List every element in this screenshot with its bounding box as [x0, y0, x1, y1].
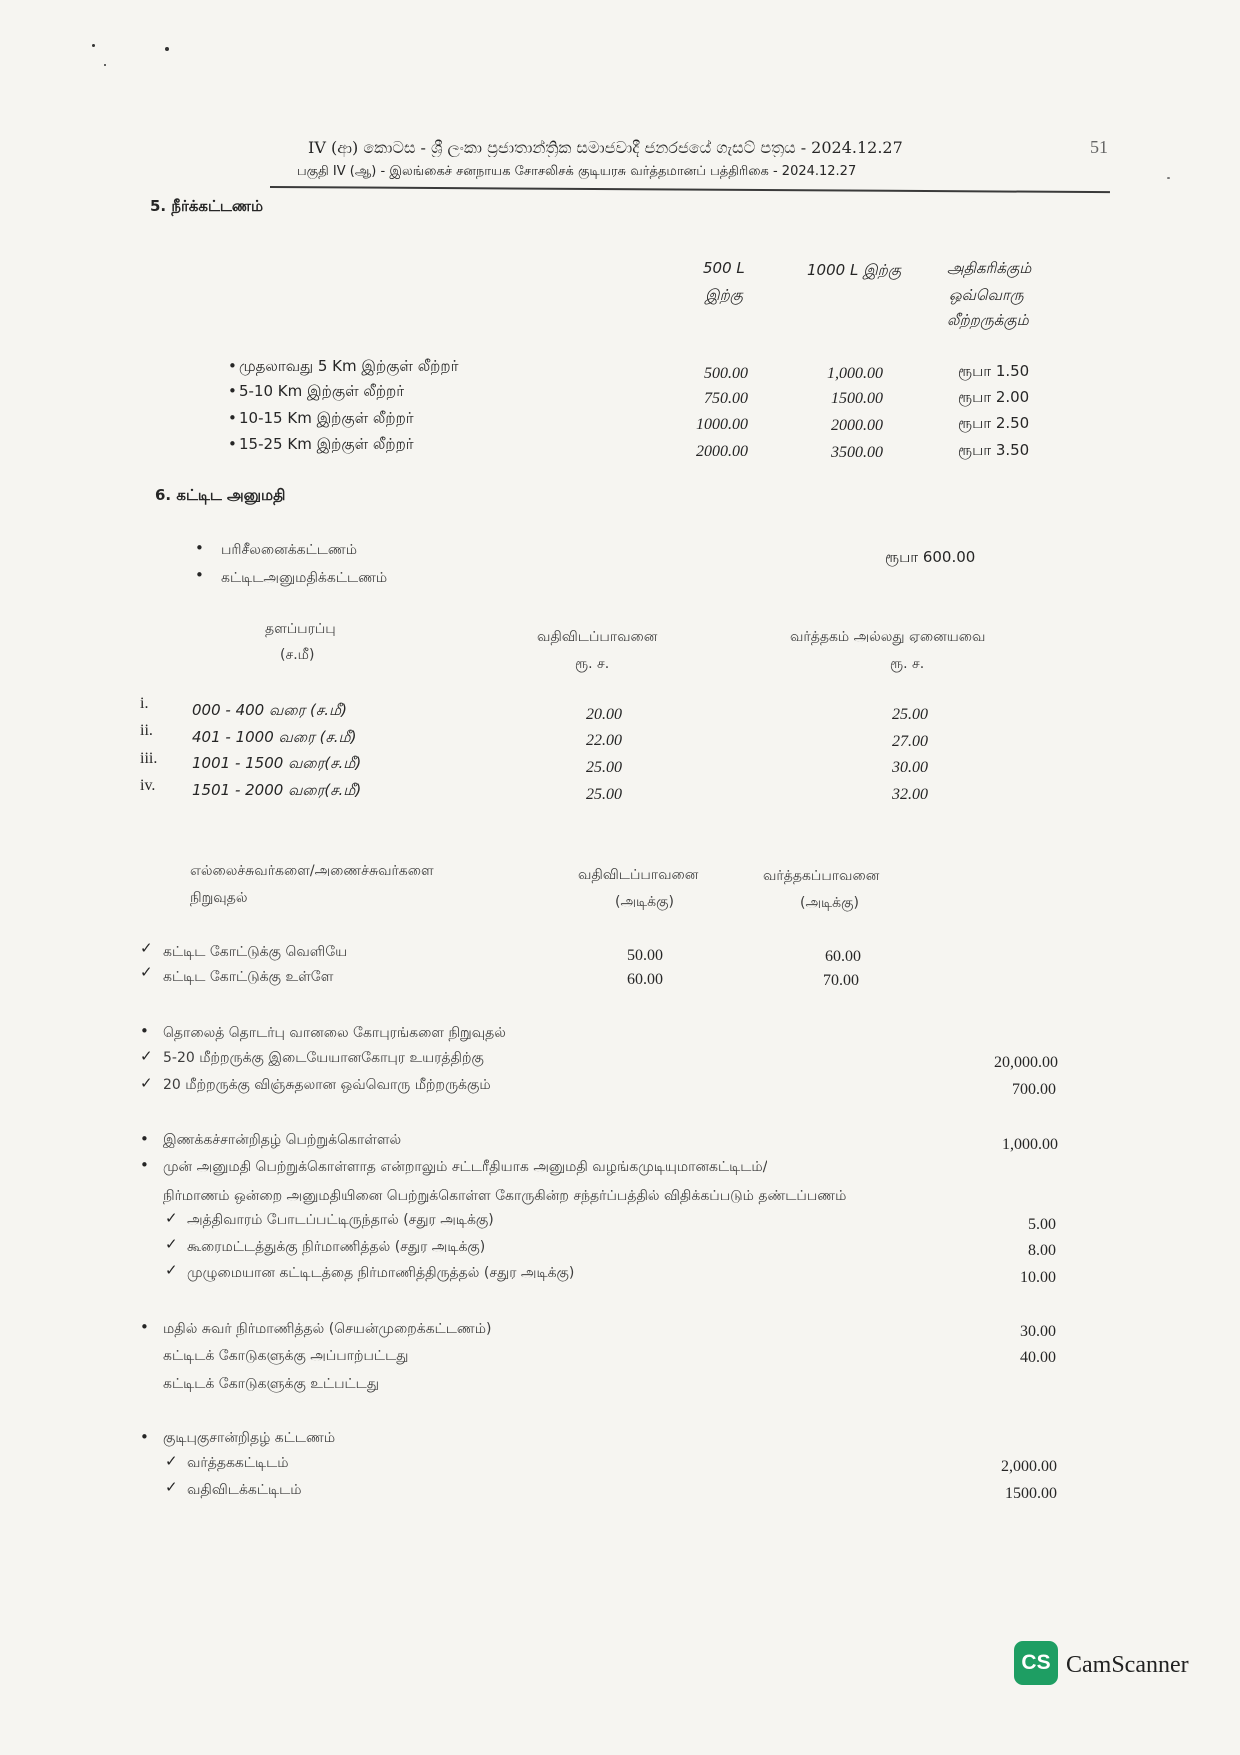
bullet-icon	[228, 382, 237, 400]
boundary-wall-row-commercial: 70.00	[823, 972, 859, 989]
area-row-commercial: 30.00	[892, 759, 928, 776]
bullet-icon	[228, 409, 237, 427]
col-header-extra-litre: ஒவ்வொரு	[949, 286, 1024, 304]
area-row-range: 000 - 400 வரை (ச.மீ)	[192, 701, 347, 719]
telecom-towers-label: தொலைத் தொடர்பு வானலை கோபுரங்களை நிறுவுதல்	[163, 1025, 506, 1041]
area-row-number: i.	[140, 695, 149, 712]
boundary-wall-row-label: கட்டிட கோட்டுக்கு வெளியே	[163, 944, 348, 960]
check-icon	[165, 1478, 178, 1496]
telecom-item-label: 5-20 மீற்றருக்கு இடையேயானகோபுர உயரத்திற்கு	[163, 1050, 484, 1066]
area-row-residential: 20.00	[586, 706, 622, 723]
wall-construction-label: மதில் சுவர் நிர்மாணித்தல் (செயன்முறைக்கட்டணம்)	[163, 1321, 492, 1337]
occupancy-item-label: வதிவிடக்கட்டிடம்	[187, 1482, 302, 1498]
col-header-1000l: 1000 L இற்கு	[807, 261, 902, 279]
check-icon	[140, 1047, 153, 1065]
bullet-icon	[140, 1130, 149, 1148]
penalty-item-label: அத்திவாரம் போடப்பட்டிருந்தால் (சதுர அடிக்கு)	[187, 1212, 494, 1228]
camscanner-brand: CamScanner	[1066, 1652, 1189, 1678]
review-fee-amount: ரூபா 600.00	[885, 548, 976, 566]
scan-speck	[104, 64, 106, 66]
water-row-1000l: 2000.00	[831, 417, 883, 434]
boundary-wall-row-commercial: 60.00	[825, 948, 861, 965]
check-icon	[140, 939, 153, 957]
telecom-item-amount: 700.00	[1012, 1081, 1056, 1098]
water-row-extra: ரூபா 2.00	[958, 388, 1030, 406]
check-icon	[165, 1261, 178, 1279]
wall-construction-item-label: கட்டிடக் கோடுகளுக்கு உட்பட்டது	[163, 1376, 379, 1392]
area-row-commercial: 25.00	[892, 706, 928, 723]
occupancy-certificate-label: குடிபுகுசான்றிதழ் கட்டணம்	[163, 1430, 336, 1446]
col-header-500l: 500 L	[703, 259, 745, 277]
water-row-label: 5-10 Km இற்குள் லீற்றர்	[239, 382, 405, 400]
water-row-label: 15-25 Km இற்குள் லீற்றர்	[239, 435, 414, 453]
header-divider	[270, 186, 1110, 193]
check-icon	[165, 1235, 178, 1253]
conformity-certificate-amount: 1,000.00	[1002, 1136, 1058, 1153]
wall-construction-item-label: கட்டிடக் கோடுகளுக்கு அப்பாற்பட்டது	[163, 1348, 409, 1364]
conformity-certificate-label: இணக்கச்சான்றிதழ் பெற்றுக்கொள்ளல்	[163, 1132, 402, 1148]
water-row-1000l: 1,000.00	[827, 365, 883, 382]
penalty-item-amount: 5.00	[1028, 1216, 1056, 1233]
penalty-item-label: முழுமையான கட்டிடத்தை நிர்மாணித்திருத்தல் (சதுர அடிக்கு)	[187, 1265, 575, 1281]
area-row-number: ii.	[140, 722, 153, 739]
penalty-item-label: கூரைமட்டத்துக்கு நிர்மாணித்தல் (சதுர அடிக்கு)	[187, 1239, 486, 1255]
check-icon	[165, 1452, 178, 1470]
water-row-500l: 2000.00	[696, 443, 748, 460]
water-row-1000l: 1500.00	[831, 390, 883, 407]
area-row-range: 1001 - 1500 வரை(ச.மீ)	[192, 754, 362, 772]
penalty-description: நிர்மாணம் ஒன்றை அனுமதியினை பெற்றுக்கொள்ள கோருகின்ற சந்தர்ப்பத்தில் விதிக்கப்படும் தண்டப்பணம்	[163, 1188, 847, 1204]
col-header-commercial: வர்த்தகம் அல்லது ஏனையவை	[790, 629, 986, 645]
bullet-icon	[228, 357, 237, 375]
telecom-item-amount: 20,000.00	[994, 1054, 1058, 1071]
boundary-wall-row-residential: 60.00	[627, 971, 663, 988]
camscanner-logo-icon: CS	[1014, 1641, 1058, 1685]
scan-speck	[1167, 177, 1170, 179]
water-row-extra: ரூபா 3.50	[958, 441, 1030, 459]
boundary-wall-row-label: கட்டிட கோட்டுக்கு உள்ளே	[163, 969, 334, 985]
water-row-1000l: 3500.00	[831, 444, 883, 461]
bullet-icon	[140, 1022, 149, 1040]
wall-construction-amount: 30.00	[1020, 1323, 1056, 1340]
col-header-residential-use: வதிவிடப்பாவனை	[578, 867, 699, 883]
penalty-description: முன் அனுமதி பெற்றுக்கொள்ளாத என்றாலும் சட்டரீதியாக அனுமதி வழங்கமுடியுமானகட்டிடம்/	[163, 1159, 768, 1175]
page-number: 51	[1090, 137, 1108, 157]
area-row-range: 401 - 1000 வரை (ச.மீ)	[192, 728, 357, 746]
area-row-residential: 25.00	[586, 786, 622, 803]
area-row-commercial: 27.00	[892, 733, 928, 750]
col-header-extra-litre: அதிகரிக்கும்	[947, 259, 1032, 277]
water-row-500l: 750.00	[704, 390, 748, 407]
wall-construction-item-amount: 40.00	[1020, 1349, 1056, 1366]
water-row-extra: ரூபா 2.50	[958, 414, 1030, 432]
col-header-residential-unit: ரூ. ச.	[575, 656, 610, 672]
review-fee-label: பரிசீலனைக்கட்டணம்	[221, 542, 357, 558]
water-row-extra: ரூபா 1.50	[958, 362, 1030, 380]
check-icon	[140, 963, 153, 981]
col-header-residential: வதிவிடப்பாவனை	[537, 629, 658, 645]
area-row-number: iv.	[140, 777, 156, 794]
water-row-500l: 1000.00	[696, 416, 748, 433]
occupancy-item-amount: 1500.00	[1005, 1485, 1057, 1502]
area-row-residential: 25.00	[586, 759, 622, 776]
gazette-header-tamil: பகுதி IV (ஆ) - இலங்கைச் சனநாயக சோசலிசக் குடியரசு வர்த்தமானப் பத்திரிகை - 2024.12.27	[297, 164, 857, 179]
bullet-icon	[140, 1428, 149, 1446]
area-row-number: iii.	[140, 750, 158, 767]
occupancy-item-amount: 2,000.00	[1001, 1458, 1057, 1475]
section-heading-water-fees: 5. நீர்க்கட்டணம்	[150, 197, 264, 215]
water-row-label: 10-15 Km இற்குள் லீற்றர்	[239, 409, 414, 427]
col-header-floor-area: தளப்பரப்பு	[265, 621, 336, 637]
gazette-header-sinhala: IV (ආ) කොටස - ශ්‍රී ලංකා ප්‍රජාතාන්ත්‍රික සමාජවාදී ජනරජයේ ගැසට් පත්‍රය - 2024.12.27	[308, 139, 903, 157]
water-row-500l: 500.00	[704, 365, 748, 382]
boundary-wall-row-residential: 50.00	[627, 947, 663, 964]
permit-fee-label: கட்டிடஅனுமதிக்கட்டணம்	[221, 570, 388, 586]
scan-speck	[165, 47, 169, 51]
section-heading-building-permit: 6. கட்டிட அனுமதி	[155, 486, 286, 504]
area-row-residential: 22.00	[586, 732, 622, 749]
boundary-walls-title: நிறுவுதல்	[190, 890, 248, 906]
col-header-500l: இற்கு	[705, 286, 744, 304]
scan-speck	[92, 44, 95, 47]
telecom-item-label: 20 மீற்றருக்கு விஞ்சுதலான ஒவ்வொரு மீற்றருக்கும்	[163, 1077, 491, 1093]
col-header-commercial-unit: (அடிக்கு)	[800, 895, 859, 911]
bullet-icon	[195, 539, 204, 557]
area-row-commercial: 32.00	[892, 786, 928, 803]
area-row-range: 1501 - 2000 வரை(ச.மீ)	[192, 781, 362, 799]
bullet-icon	[140, 1156, 149, 1174]
penalty-item-amount: 10.00	[1020, 1269, 1056, 1286]
bullet-icon	[228, 435, 237, 453]
col-header-commercial-use: வர்த்தகப்பாவனை	[763, 868, 880, 884]
bullet-icon	[195, 566, 204, 584]
penalty-item-amount: 8.00	[1028, 1242, 1056, 1259]
check-icon	[140, 1074, 153, 1092]
water-row-label: முதலாவது 5 Km இற்குள் லீற்றர்	[239, 357, 459, 375]
occupancy-item-label: வர்த்தககட்டிடம்	[187, 1455, 289, 1471]
boundary-walls-title: எல்லைச்சுவர்களை/அணைச்சுவர்களை	[190, 863, 434, 879]
check-icon	[165, 1209, 178, 1227]
col-header-extra-litre: லீற்றருக்கும்	[947, 311, 1029, 329]
col-header-residential-unit: (அடிக்கு)	[615, 894, 674, 910]
col-header-floor-area-unit: (ச.மீ)	[280, 647, 315, 663]
col-header-commercial-unit: ரூ. ச.	[890, 656, 925, 672]
bullet-icon	[140, 1318, 149, 1336]
